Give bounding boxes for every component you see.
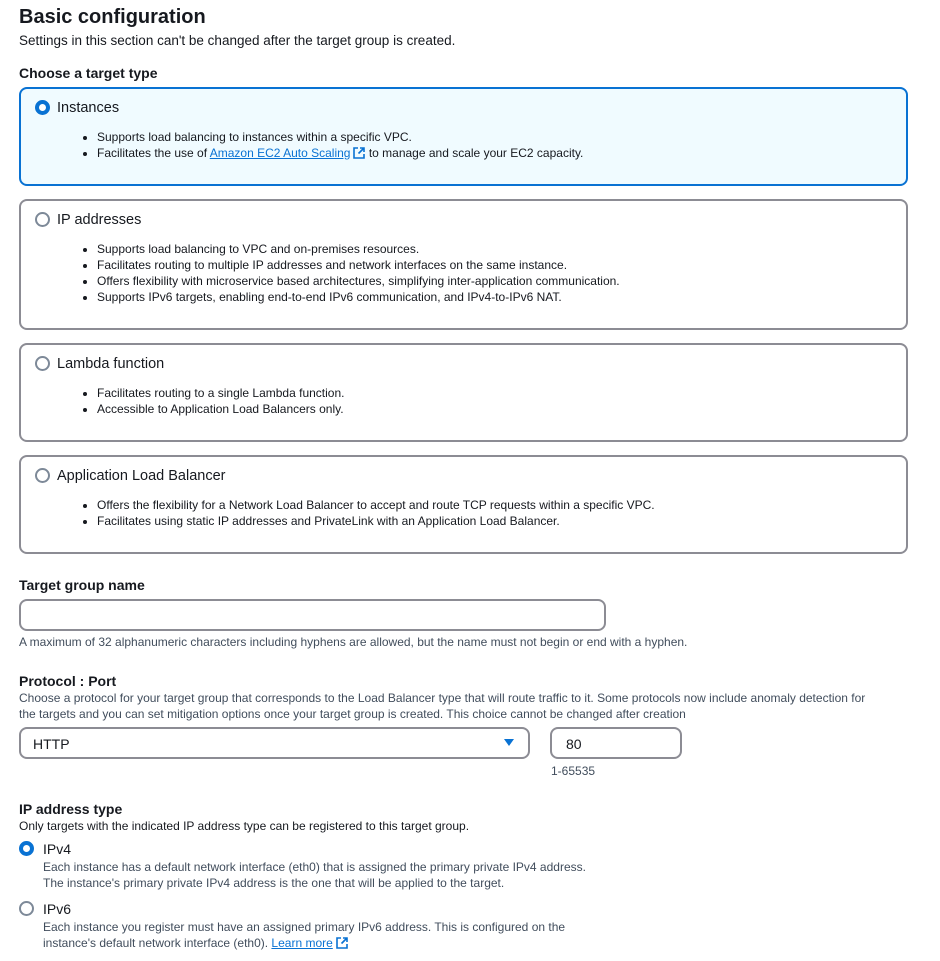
- caret-down-icon: [504, 739, 514, 746]
- target-type-card-lambda[interactable]: [19, 343, 908, 442]
- target-type-card-ip-addresses[interactable]: [19, 199, 908, 330]
- section-title: Basic configuration: [19, 6, 206, 28]
- bullet-list-alb: [77, 497, 655, 529]
- external-link-icon: [336, 937, 348, 949]
- link-text: Amazon EC2 Auto Scaling: [209, 146, 351, 160]
- bullet-list-instances: [77, 129, 583, 161]
- card-title-instances: Instances: [57, 100, 120, 116]
- radio-ipv4[interactable]: [19, 841, 34, 856]
- list-item: [97, 145, 583, 161]
- ipv6-description-line: Each instance you register must have an assigned primary IPv6 address. This is configured on the: [43, 920, 566, 934]
- port-input-value: 80: [566, 736, 582, 752]
- list-item: • Supports load balancing to instances within a specific VPC.: [97, 129, 583, 145]
- bullet-text: Facilitates the use of: [97, 146, 210, 160]
- protocol-port-label: Protocol : Port: [19, 673, 117, 689]
- ipv4-description-line: Each instance has a default network interface (eth0) that is assigned the primary private IPv4 address.: [43, 860, 586, 874]
- bullet-text: to manage and scale your EC2 capacity.: [365, 146, 584, 160]
- target-type-card-instances[interactable]: [19, 87, 908, 186]
- ipv4-title: IPv4: [43, 841, 72, 857]
- radio-ip-addresses[interactable]: [35, 212, 50, 227]
- list-item: • Accessible to Application Load Balancers only.: [97, 401, 344, 417]
- radio-alb[interactable]: [35, 468, 50, 483]
- ec2-auto-scaling-link[interactable]: [210, 146, 366, 160]
- card-title-alb: Application Load Balancer: [57, 468, 226, 484]
- protocol-select-value: HTTP: [33, 736, 70, 752]
- bullet-list-ip-addresses: [77, 241, 620, 305]
- port-input[interactable]: [550, 727, 682, 759]
- ipv6-description-line: [43, 935, 565, 951]
- radio-lambda[interactable]: [35, 356, 50, 371]
- list-item: • Facilitates routing to multiple IP addresses and network interfaces on the same instance.: [97, 257, 620, 273]
- ipv6-description: [43, 919, 565, 951]
- ipv4-description: [43, 859, 586, 891]
- learn-more-link[interactable]: [271, 936, 347, 950]
- radio-ipv6[interactable]: [19, 901, 34, 916]
- target-group-name-label: Target group name: [19, 577, 145, 593]
- external-link-icon: [353, 147, 365, 159]
- bullet-list-lambda: [77, 385, 344, 417]
- list-item: • Supports load balancing to VPC and on-premises resources.: [97, 241, 620, 257]
- target-type-label: Choose a target type: [19, 65, 158, 81]
- protocol-port-description-line: the targets and you can set mitigation options once your target group is created. This choice cannot be changed after creation: [19, 707, 686, 721]
- protocol-port-description-line: Choose a protocol for your target group that corresponds to the Load Balancer type that will route traffic to it. Some protocols now include anomaly detection for: [19, 691, 866, 705]
- ip-address-type-description: Only targets with the indicated IP address type can be registered to this target group.: [19, 819, 470, 833]
- list-item: • Facilitates using static IP addresses and PrivateLink with an Application Load Balancer.: [97, 513, 655, 529]
- port-range-hint: 1-65535: [551, 764, 596, 778]
- target-type-card-alb[interactable]: [19, 455, 908, 554]
- section-subtitle: Settings in this section can't be changed after the target group is created.: [19, 33, 456, 48]
- card-title-lambda: Lambda function: [57, 356, 165, 372]
- protocol-port-description: [19, 690, 924, 722]
- ipv4-description-line: The instance's primary private IPv4 address is the one that will be applied to the target.: [43, 876, 505, 890]
- ip-address-type-label: IP address type: [19, 801, 123, 817]
- radio-instances[interactable]: [35, 100, 50, 115]
- target-group-name-hint: A maximum of 32 alphanumeric characters including hyphens are allowed, but the name must not begin or end with a hyphen.: [19, 635, 688, 649]
- link-text: Learn more: [271, 936, 333, 950]
- card-title-ip-addresses: IP addresses: [57, 212, 142, 228]
- target-group-name-input[interactable]: [19, 599, 606, 631]
- list-item: • Facilitates routing to a single Lambda function.: [97, 385, 344, 401]
- ipv6-title: IPv6: [43, 901, 72, 917]
- protocol-select[interactable]: [19, 727, 530, 759]
- ipv6-description-text: instance's default network interface (eth0).: [43, 936, 272, 950]
- list-item: • Supports IPv6 targets, enabling end-to-end IPv6 communication, and IPv4-to-IPv6 NAT.: [97, 289, 620, 305]
- list-item: • Offers flexibility with microservice based architectures, simplifying inter-application communication.: [97, 273, 620, 289]
- list-item: • Offers the flexibility for a Network Load Balancer to accept and route TCP requests within a specific VPC.: [97, 497, 655, 513]
